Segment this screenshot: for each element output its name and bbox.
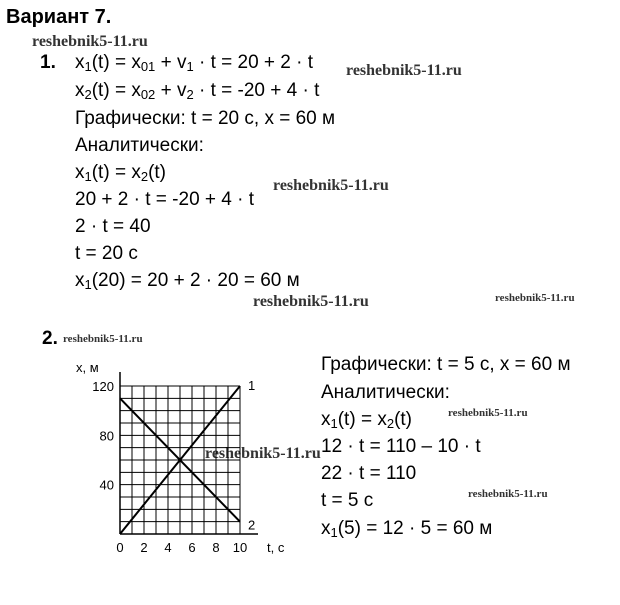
x-axis-label: t, с bbox=[267, 540, 285, 555]
x-tick-label: 8 bbox=[212, 540, 220, 555]
task-1-number: 1. bbox=[40, 52, 56, 73]
y-axis-label: x, м bbox=[76, 360, 99, 375]
watermark: reshebnik5-11.ru bbox=[468, 488, 548, 500]
task-2-step: 22 · t = 110 bbox=[321, 463, 417, 484]
task-1-equality: $x_1(t) = x_2(t)$ bbox=[75, 162, 166, 184]
task-1-step: 2 · t = 40 bbox=[75, 216, 151, 237]
page-title: Вариант 7. bbox=[6, 6, 112, 28]
watermark: reshebnik5-11.ru bbox=[448, 407, 528, 419]
watermark: reshebnik5-11.ru bbox=[32, 33, 148, 50]
y-tick-label: 80 bbox=[99, 428, 114, 444]
task-2-result: $x_1(5) = 12 \cdot 5 = 60$ м bbox=[321, 518, 493, 540]
task-2-graphical-answer: Графически: t = 5 с, x = 60 м bbox=[321, 354, 571, 375]
x-tick-label: 0 bbox=[116, 540, 124, 555]
task-1-step: 20 + 2 · t = -20 + 4 · t bbox=[75, 189, 255, 210]
watermark: reshebnik5-11.ru bbox=[63, 333, 143, 345]
y-tick-label: 120 bbox=[92, 379, 114, 394]
watermark: reshebnik5-11.ru bbox=[205, 445, 321, 462]
task-1-step: t = 20 с bbox=[75, 243, 138, 264]
y-tick-label: 40 bbox=[99, 477, 114, 493]
watermark: reshebnik5-11.ru bbox=[495, 292, 575, 304]
task-1-result: $x_1(20) = 20 + 2 \cdot 20 = 60$ м bbox=[75, 270, 300, 292]
watermark: reshebnik5-11.ru bbox=[346, 62, 462, 79]
task-2-equality: $x_1(t) = x_2(t)$ bbox=[321, 409, 412, 431]
series-label-2: 2 bbox=[248, 517, 256, 533]
task-2-step: 12 · t = 110 – 10 · t bbox=[321, 436, 481, 457]
task-1-analytical-heading: Аналитически: bbox=[75, 135, 204, 156]
task-1-equation-x2: $x_2(t) = x_{02} + v_2 \cdot t = -20 + 4 \cdot t$ bbox=[75, 80, 320, 102]
series-label-1: 1 bbox=[248, 378, 256, 393]
x-tick-label: 6 bbox=[188, 540, 196, 555]
motion-graph bbox=[70, 352, 295, 562]
x-tick-label: 2 bbox=[140, 540, 148, 555]
task-1-equation-x1: $x_1(t) = x_{01} + v_1 \cdot t = 20 + 2 \cdot t$ bbox=[75, 52, 314, 74]
task-2-step: t = 5 с bbox=[321, 490, 374, 511]
x-tick-label: 10 bbox=[232, 540, 248, 555]
task-1-graphical-answer: Графически: t = 20 с, x = 60 м bbox=[75, 108, 336, 129]
watermark: reshebnik5-11.ru bbox=[253, 293, 369, 310]
x-tick-label: 4 bbox=[164, 540, 172, 555]
task-2-analytical-heading: Аналитически: bbox=[321, 382, 450, 403]
task-2-number: 2. bbox=[42, 328, 58, 349]
watermark: reshebnik5-11.ru bbox=[273, 177, 389, 194]
